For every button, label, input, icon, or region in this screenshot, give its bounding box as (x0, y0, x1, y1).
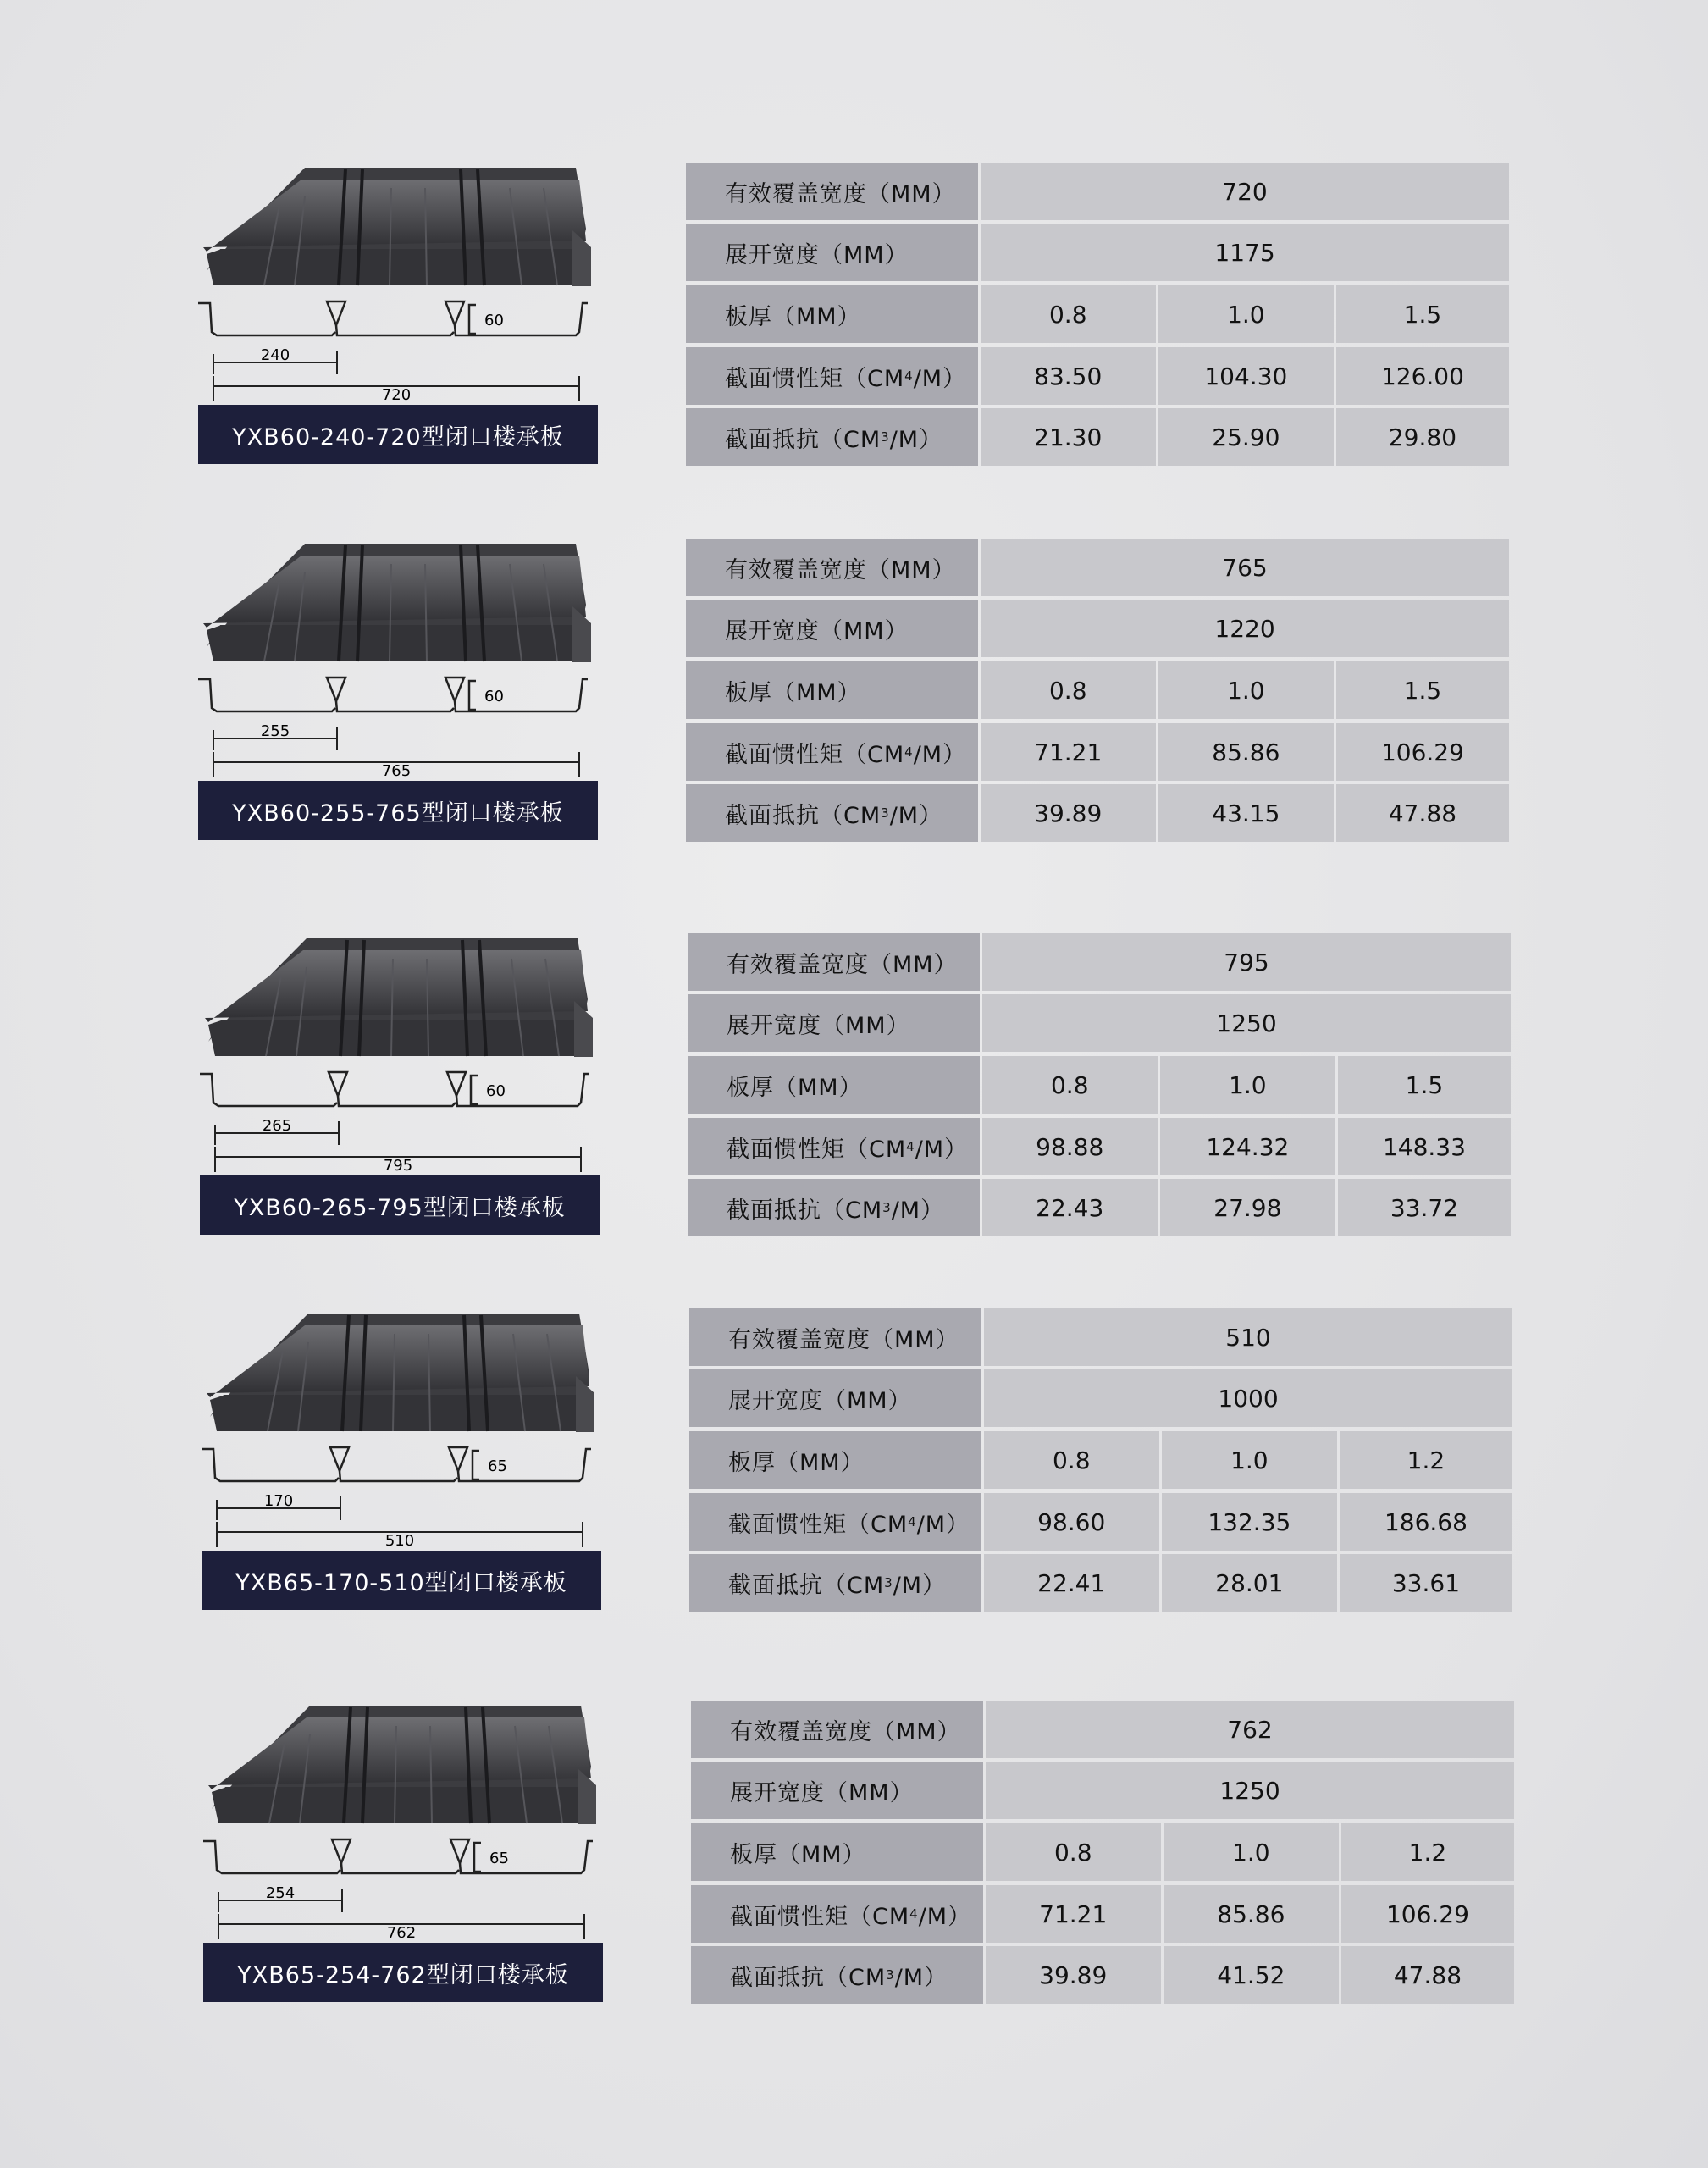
deck-photo-icon (196, 163, 603, 298)
deck-photo-icon (196, 539, 603, 674)
total-width-label: 510 (384, 1532, 415, 1547)
row-resistance (686, 784, 1509, 842)
height-label: 60 (484, 688, 504, 705)
rib-spacing-label: 265 (262, 1117, 292, 1135)
label-coverage-width: 有效覆盖宽度（MM） (686, 539, 978, 596)
row-inertia (686, 723, 1509, 781)
label-coverage-width: 有效覆盖宽度（MM） (689, 1308, 981, 1366)
resistance-2: 28.01 (1162, 1554, 1337, 1612)
label-coverage-width: 有效覆盖宽度（MM） (686, 163, 978, 220)
product-block (0, 163, 1708, 476)
product-figure (202, 1701, 608, 2002)
row-resistance (689, 1554, 1512, 1612)
total-width-label: 720 (381, 386, 412, 401)
label-resistance: 截面抵抗（CM 3 /M） (686, 408, 978, 466)
product-figure (196, 163, 603, 464)
row-unfolded-width (691, 1762, 1514, 1819)
resistance-3: 47.88 (1341, 1946, 1514, 2004)
section-profile-diagram (196, 667, 603, 777)
row-coverage-width (686, 539, 1509, 596)
row-thickness (689, 1431, 1512, 1489)
row-coverage-width (686, 163, 1509, 220)
height-label: 60 (486, 1082, 506, 1100)
label-inertia: 截面惯性矩（CM 4 /M） (689, 1493, 981, 1551)
thickness-2: 1.0 (1158, 285, 1334, 343)
row-coverage-width (688, 933, 1511, 991)
height-label: 65 (488, 1457, 507, 1475)
thickness-1: 0.8 (981, 285, 1156, 343)
value-unfolded-width: 1220 (981, 600, 1509, 657)
product-block (3, 1308, 1708, 1622)
resistance-1: 22.41 (984, 1554, 1159, 1612)
label-inertia: 截面惯性矩（CM 4 /M） (688, 1118, 980, 1175)
row-unfolded-width (686, 224, 1509, 281)
deck-photo-icon (200, 1308, 606, 1444)
height-label: 65 (489, 1850, 509, 1867)
height-label: 60 (484, 312, 504, 329)
label-unfolded-width: 展开宽度（MM） (686, 600, 978, 657)
resistance-3: 33.61 (1340, 1554, 1512, 1612)
spec-table (689, 1308, 1512, 1612)
label-thickness: 板厚（MM） (691, 1823, 983, 1881)
spec-table (688, 933, 1511, 1236)
spec-table (686, 163, 1509, 466)
label-resistance: 截面抵抗（CM 3 /M） (689, 1554, 981, 1612)
spec-table (686, 539, 1509, 842)
row-thickness (686, 661, 1509, 719)
rib-spacing-label: 255 (260, 722, 290, 740)
row-inertia (691, 1885, 1514, 1943)
thickness-3: 1.5 (1336, 661, 1509, 719)
thickness-3: 1.5 (1338, 1056, 1511, 1114)
value-coverage-width: 795 (982, 933, 1511, 991)
inertia-3: 106.29 (1336, 723, 1509, 781)
resistance-1: 21.30 (981, 408, 1156, 466)
label-unfolded-width: 展开宽度（MM） (686, 224, 978, 281)
row-unfolded-width (688, 994, 1511, 1052)
section-profile-diagram (200, 1437, 606, 1547)
row-inertia (689, 1493, 1512, 1551)
thickness-1: 0.8 (984, 1431, 1159, 1489)
resistance-3: 29.80 (1336, 408, 1509, 466)
resistance-3: 47.88 (1336, 784, 1509, 842)
rib-spacing-label: 254 (265, 1884, 296, 1902)
product-block (2, 933, 1708, 1247)
inertia-3: 148.33 (1338, 1118, 1511, 1175)
value-unfolded-width: 1000 (984, 1369, 1512, 1427)
inertia-3: 106.29 (1341, 1885, 1514, 1943)
deck-photo-icon (198, 933, 605, 1069)
label-unfolded-width: 展开宽度（MM） (688, 994, 980, 1052)
section-profile-diagram (198, 1062, 605, 1172)
resistance-1: 39.89 (986, 1946, 1161, 2004)
label-resistance: 截面抵抗（CM 3 /M） (691, 1946, 983, 2004)
inertia-2: 85.86 (1164, 1885, 1339, 1943)
inertia-3: 126.00 (1336, 347, 1509, 405)
label-unfolded-width: 展开宽度（MM） (691, 1762, 983, 1819)
row-thickness (688, 1056, 1511, 1114)
product-name-plate: YXB60-240-720型闭口楼承板 (198, 405, 598, 464)
label-thickness: 板厚（MM） (686, 661, 978, 719)
total-width-label: 762 (386, 1924, 417, 1939)
thickness-2: 1.0 (1162, 1431, 1337, 1489)
thickness-3: 1.5 (1336, 285, 1509, 343)
product-name-plate: YXB65-170-510型闭口楼承板 (202, 1551, 601, 1610)
inertia-2: 132.35 (1162, 1493, 1337, 1551)
inertia-2: 124.32 (1160, 1118, 1335, 1175)
value-coverage-width: 762 (986, 1701, 1514, 1758)
product-figure (200, 1308, 606, 1610)
row-inertia (688, 1118, 1511, 1175)
deck-photo-icon (202, 1701, 608, 1836)
value-coverage-width: 720 (981, 163, 1509, 220)
row-resistance (686, 408, 1509, 466)
rib-spacing-label: 170 (263, 1492, 294, 1510)
resistance-1: 22.43 (982, 1179, 1158, 1236)
row-coverage-width (689, 1308, 1512, 1366)
resistance-1: 39.89 (981, 784, 1156, 842)
resistance-2: 43.15 (1158, 784, 1334, 842)
section-profile-diagram (202, 1829, 608, 1939)
label-thickness: 板厚（MM） (688, 1056, 980, 1114)
inertia-1: 98.60 (984, 1493, 1159, 1551)
label-inertia: 截面惯性矩（CM 4 /M） (686, 723, 978, 781)
label-resistance: 截面抵抗（CM 3 /M） (686, 784, 978, 842)
thickness-3: 1.2 (1341, 1823, 1514, 1881)
inertia-1: 98.88 (982, 1118, 1158, 1175)
product-figure (198, 933, 605, 1235)
inertia-1: 83.50 (981, 347, 1156, 405)
resistance-2: 25.90 (1158, 408, 1334, 466)
row-resistance (688, 1179, 1511, 1236)
product-name-plate: YXB60-255-765型闭口楼承板 (198, 781, 598, 840)
row-thickness (691, 1823, 1514, 1881)
row-coverage-width (691, 1701, 1514, 1758)
row-resistance (691, 1946, 1514, 2004)
resistance-3: 33.72 (1338, 1179, 1511, 1236)
label-inertia: 截面惯性矩（CM 4 /M） (686, 347, 978, 405)
thickness-1: 0.8 (982, 1056, 1158, 1114)
thickness-2: 1.0 (1164, 1823, 1339, 1881)
label-thickness: 板厚（MM） (689, 1431, 981, 1489)
label-inertia: 截面惯性矩（CM 4 /M） (691, 1885, 983, 1943)
thickness-3: 1.2 (1340, 1431, 1512, 1489)
section-profile-diagram (196, 291, 603, 401)
row-unfolded-width (689, 1369, 1512, 1427)
product-figure (196, 539, 603, 840)
value-unfolded-width: 1250 (986, 1762, 1514, 1819)
thickness-2: 1.0 (1158, 661, 1334, 719)
resistance-2: 41.52 (1164, 1946, 1339, 2004)
value-coverage-width: 765 (981, 539, 1509, 596)
inertia-2: 104.30 (1158, 347, 1334, 405)
value-unfolded-width: 1175 (981, 224, 1509, 281)
thickness-2: 1.0 (1160, 1056, 1335, 1114)
inertia-2: 85.86 (1158, 723, 1334, 781)
label-resistance: 截面抵抗（CM 3 /M） (688, 1179, 980, 1236)
rib-spacing-label: 240 (260, 346, 290, 364)
value-unfolded-width: 1250 (982, 994, 1511, 1052)
row-unfolded-width (686, 600, 1509, 657)
label-coverage-width: 有效覆盖宽度（MM） (688, 933, 980, 991)
label-thickness: 板厚（MM） (686, 285, 978, 343)
product-block (0, 539, 1708, 852)
inertia-3: 186.68 (1340, 1493, 1512, 1551)
resistance-2: 27.98 (1160, 1179, 1335, 1236)
value-coverage-width: 510 (984, 1308, 1512, 1366)
total-width-label: 765 (381, 762, 412, 777)
thickness-1: 0.8 (981, 661, 1156, 719)
total-width-label: 795 (383, 1157, 413, 1172)
row-inertia (686, 347, 1509, 405)
label-coverage-width: 有效覆盖宽度（MM） (691, 1701, 983, 1758)
inertia-1: 71.21 (986, 1885, 1161, 1943)
thickness-1: 0.8 (986, 1823, 1161, 1881)
spec-table (691, 1701, 1514, 2004)
product-block (5, 1701, 1708, 2014)
row-thickness (686, 285, 1509, 343)
label-unfolded-width: 展开宽度（MM） (689, 1369, 981, 1427)
product-name-plate: YXB65-254-762型闭口楼承板 (203, 1943, 603, 2002)
product-name-plate: YXB60-265-795型闭口楼承板 (200, 1175, 600, 1235)
inertia-1: 71.21 (981, 723, 1156, 781)
